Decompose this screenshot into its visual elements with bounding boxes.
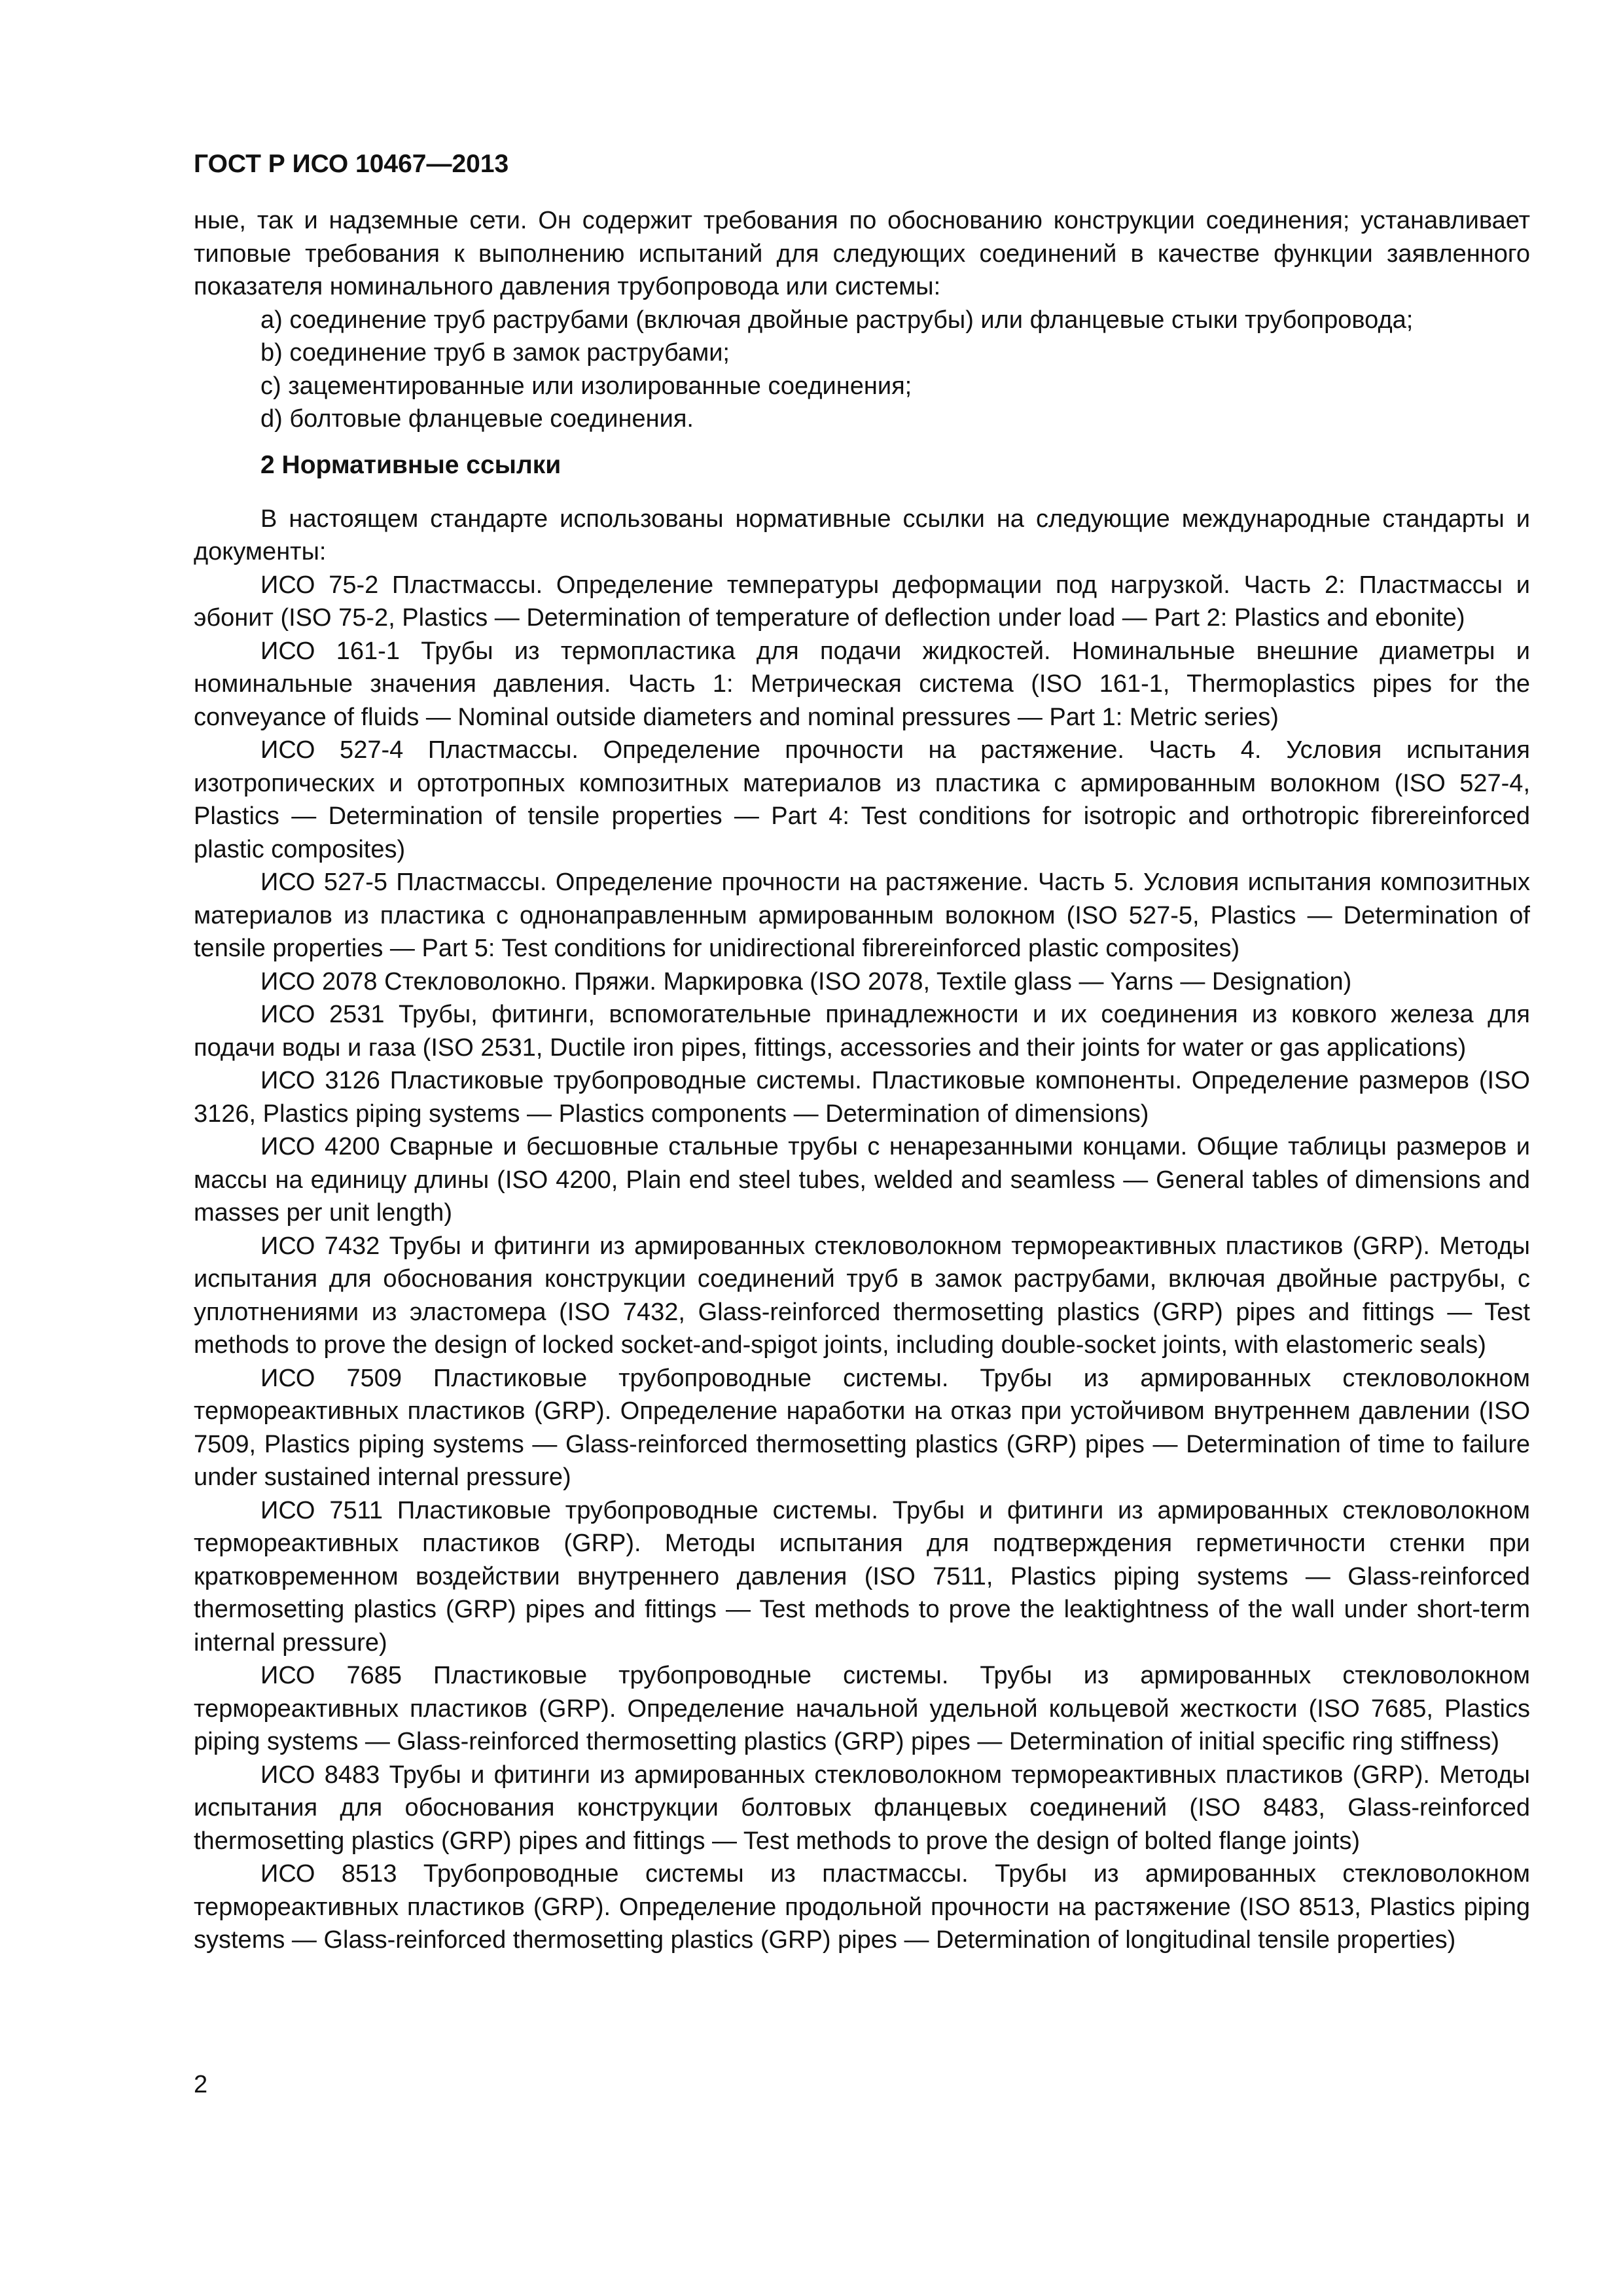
list-item: а) соединение труб раструбами (включая двойные раструбы) или фланцевые стыки трубопровода; <box>260 306 1414 334</box>
reference-item: ИСО 7511 Пластиковые трубопроводные системы. Трубы и фитинги из армированных стекловолокном термореактивных пластиков (GRP). Методы испытания для подтверждения герметичности стенки при кратковременном воздействии внутреннего давления (ISO 7511, Plastics piping systems — Glass-reinforced thermosetting plastics (GRP) pipes and fittings — Test methods to prove the leaktightness of the wall under short-term internal pressure) <box>194 1496 1530 1657</box>
reference-item: ИСО 527-5 Пластмассы. Определение прочности на растяжение. Часть 5. Условия испытания композитных материалов из пластика с однонаправленным армированным волокном (ISO 527-5, Plastics — Determination of tensile properties — Part 5: Test conditions for unidirectional fibrereinforced plastic composites) <box>194 869 1530 962</box>
list-item: c) зацементированные или изолированные соединения; <box>260 372 912 400</box>
reference-item: ИСО 7509 Пластиковые трубопроводные системы. Трубы из армированных стекловолокном термореактивных пластиков (GRP). Определение наработки на отказ при устойчивом внутреннем давлении (ISO 7509, Plastics piping systems — Glass-reinforced thermosetting plastics (GRP) pipes — Determination of time to failure under sustained internal pressure) <box>194 1364 1530 1491</box>
page-number: 2 <box>194 2071 208 2098</box>
reference-item: ИСО 7685 Пластиковые трубопроводные системы. Трубы из армированных стекловолокном термореактивных пластиков (GRP). Определение начальной удельной кольцевой жесткости (ISO 7685, Plastics piping systems — Glass-reinforced thermosetting plastics (GRP) pipes — Determination of initial specific ring stiffness) <box>194 1662 1530 1755</box>
reference-item: ИСО 4200 Сварные и бесшовные стальные трубы с ненарезанными концами. Общие таблицы размеров и массы на единицу длины (ISO 4200, Plain end steel tubes, welded and seamless — General tables of dimensions and masses per unit length) <box>194 1133 1530 1227</box>
document-header: ГОСТ Р ИСО 10467—2013 <box>194 150 509 178</box>
reference-item: ИСО 75-2 Пластмассы. Определение температуры деформации под нагрузкой. Часть 2: Пластмассы и эбонит (ISO 75-2, Plastics — Determination of temperature of deflection under load — Part 2: Plastics and ebonite) <box>194 571 1530 632</box>
reference-item: ИСО 2078 Стекловолокно. Пряжи. Маркировка (ISO 2078, Textile glass — Yarns — Designation) <box>260 967 1352 996</box>
section-heading: 2 Нормативные ссылки <box>260 450 562 479</box>
reference-item: ИСО 7432 Трубы и фитинги из армированных стекловолокном термореактивных пластиков (GRP). Методы испытания для обоснования конструкции соединений труб в замок раструбами, включая двойные раструбы, с уплотнениями из эластомера (ISO 7432, Glass-reinforced thermosetting plastics (GRP) pipes and fittings — Test methods to prove the design of locked socket-and-spigot joints, including double-socket joints, with elastomeric seals) <box>194 1232 1530 1359</box>
list-item: b) соединение труб в замок раструбами; <box>260 339 730 367</box>
list-item: d) болтовые фланцевые соединения. <box>260 405 694 433</box>
joint-types-list <box>194 304 1530 436</box>
reference-item: ИСО 2531 Трубы, фитинги, вспомогательные принадлежности и их соединения из ковкого железа для подачи воды и газа (ISO 2531, Ductile iron pipes, fittings, accessories and their joints for water or gas applications) <box>194 1001 1530 1062</box>
reference-item: ИСО 161-1 Трубы из термопластика для подачи жидкостей. Номинальные внешние диаметры и номинальные значения давления. Часть 1: Метрическая система (ISO 161-1, Thermoplastics pipes for the conveyance of fluids — Nominal outside diameters and nominal pressures — Part 1: Metric series) <box>194 637 1530 731</box>
reference-item: ИСО 527-4 Пластмассы. Определение прочности на растяжение. Часть 4. Условия испытания изотропических и ортотропных композитных материалов из пластика с армированным волокном (ISO 527-4, Plastics — Determination of tensile properties — Part 4: Test conditions for isotropic and orthotropic fibrereinforced plastic composites) <box>194 736 1530 863</box>
reference-item: ИСО 8513 Трубопроводные системы из пластмассы. Трубы из армированных стекловолокном термореактивных пластиков (GRP). Определение продольной прочности на растяжение (ISO 8513, Plastics piping systems — Glass-reinforced thermosetting plastics (GRP) pipes — Determination of longitudinal tensile properties) <box>194 1860 1530 1954</box>
references-list <box>194 569 1530 1957</box>
reference-item: ИСО 3126 Пластиковые трубопроводные системы. Пластиковые компоненты. Определение размеров (ISO 3126, Plastics piping systems — Plastics components — Determination of dimensions) <box>194 1067 1530 1128</box>
section-lead-paragraph: В настоящем стандарте использованы нормативные ссылки на следующие международные стандарты и документы: <box>194 505 1530 565</box>
intro-paragraph: ные, так и надземные сети. Он содержит требования по обоснованию конструкции соединения; устанавливает типовые требования к выполнению испытаний для следующих соединений в качестве функции заявленного показателя номинального давления трубопровода или системы: <box>194 207 1530 300</box>
document-page <box>194 149 1530 1957</box>
reference-item: ИСО 8483 Трубы и фитинги из армированных стекловолокном термореактивных пластиков (GRP). Методы испытания для обоснования конструкции болтовых фланцевых соединений (ISO 8483, Glass-reinforced thermosetting plastics (GRP) pipes and fittings — Test methods to prove the design of bolted flange joints) <box>194 1761 1530 1855</box>
